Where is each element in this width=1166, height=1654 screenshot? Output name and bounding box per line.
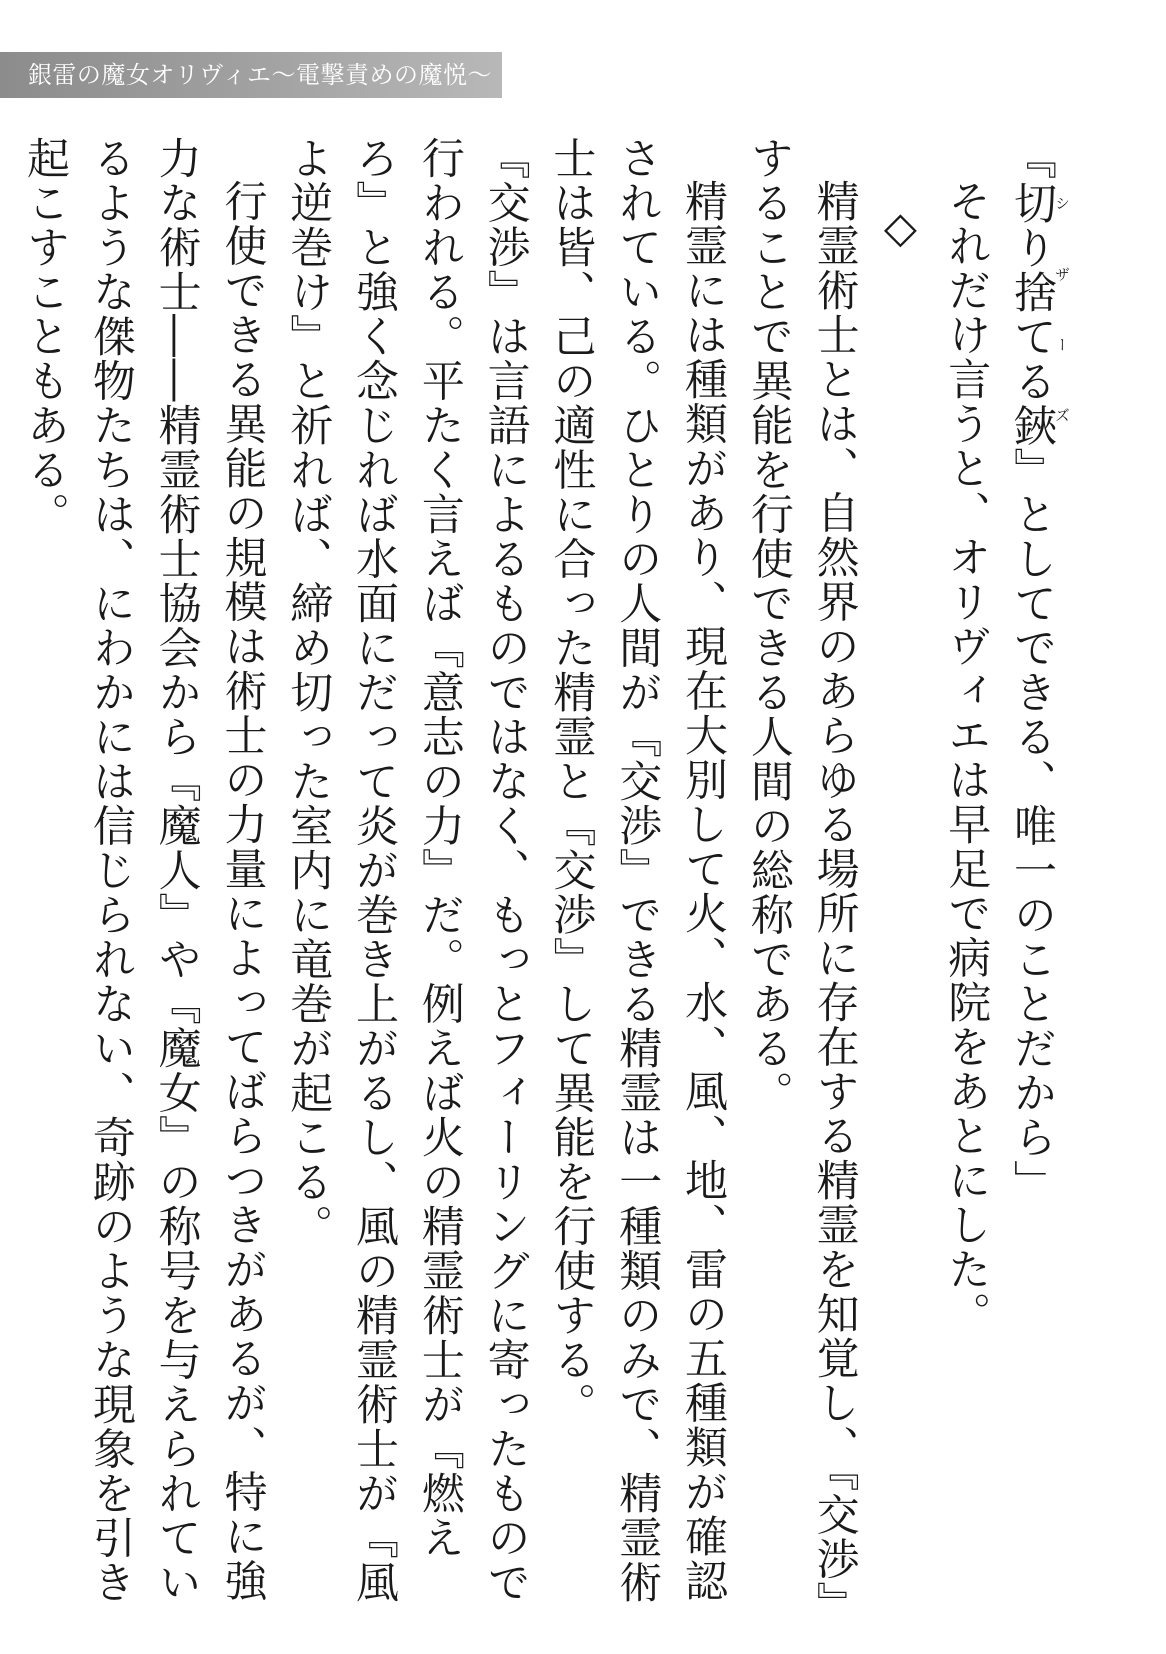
paragraph: それだけ言うと、オリヴィエは早足で病院をあとにした。 (941, 179, 992, 1336)
header-band (0, 52, 502, 98)
paragraph: 精霊には種類があり、現在大別して火、水、風、地、雷の五種類が確認されている。ひとりの人間が『交渉』できる精霊は一種類のみで、精霊術士は皆、己の適性に合った精霊と『交渉』して異能を行使する。 (546, 136, 729, 1605)
paragraph: 行使できる異能の規模は術士の力量によってばらつきがあるが、特に強力な術士――精霊術士協会から『魔人』や『魔女』の称号を与えられているような傑物たちは、にわかには信じられない、奇跡のような現象を引き起こすこともある。 (20, 136, 268, 1605)
paragraph: 精霊術士とは、自然界のあらゆる場所に存在する精霊を知覚し、『交渉』することで異能を行使できる人間の総称である。 (743, 136, 860, 1626)
ruby-reading: シザーズ (1053, 180, 1071, 448)
dialogue-rest: 』としてできる、唯一のことだから」 (1007, 447, 1057, 1204)
book-title: 銀雷の魔女オリヴィエ〜電撃責めの魔悦〜 (27, 61, 492, 89)
paragraph: 『交渉』は言語によるものではなく、もっとフィーリングに寄ったもので行われる。平たく言えば『意志の力』だ。例えば火の精霊術士が『燃えろ』と強く念じれば水面にだって炎が巻き上がるし、風の精霊術士が『風よ逆巻け』と祈れば、締め切った室内に竜巻が起こる。 (283, 136, 531, 1605)
scene-break-diamond: ◇ (875, 202, 926, 255)
open-quote-mark: 『 (1007, 136, 1057, 181)
novel-text (20, 136, 1071, 1626)
ruby-term (1007, 180, 1071, 448)
dialogue-line (998, 136, 1070, 1626)
ruby-base: 切り捨てる鋏 (1007, 180, 1057, 448)
